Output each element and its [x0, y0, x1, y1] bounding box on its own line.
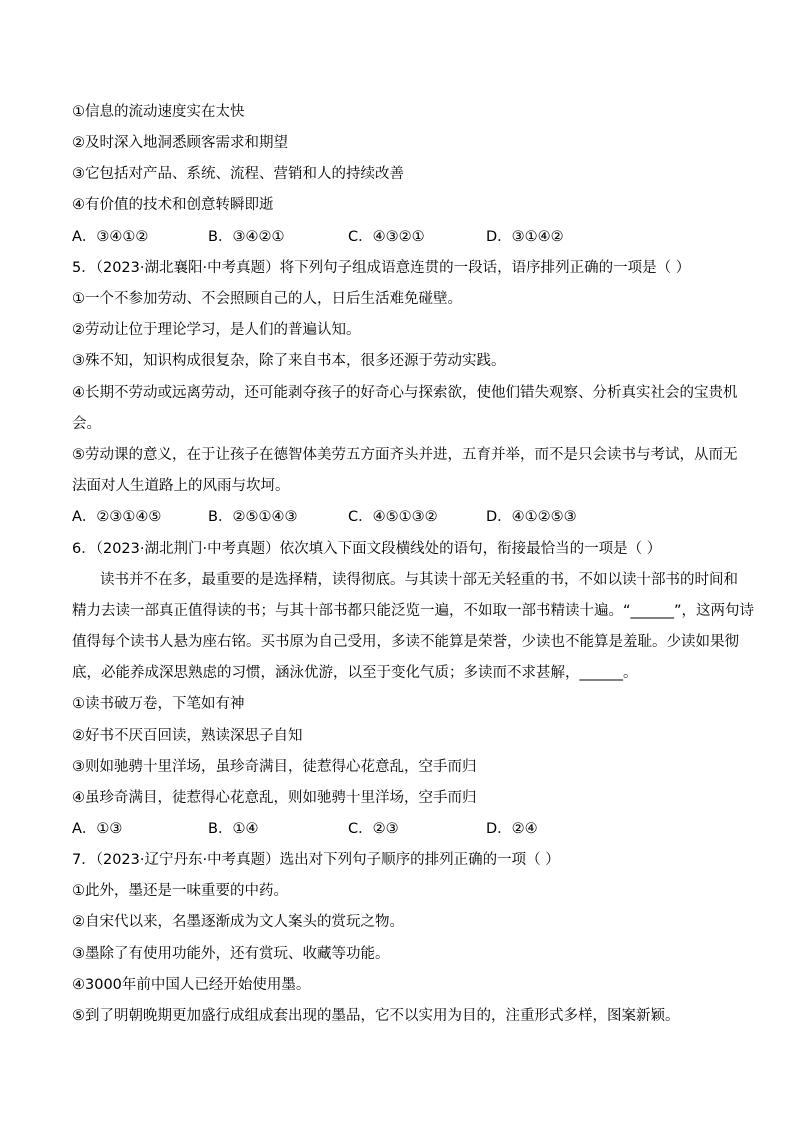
q7-item-4: ④3000年前中国人已经开始使用墨。 — [72, 977, 311, 993]
q6-passage-1: 读书并不在多，最重要的是选择精，读得彻底。与其读十部无关轻重的书，不如以读十部书的时间和 — [100, 572, 738, 588]
q4-option-c: C．④③②① — [348, 229, 425, 245]
q4-option-a: A．③④①② — [72, 229, 149, 245]
q5-option-b: B．②⑤①④③ — [208, 509, 298, 525]
q4-item-3: ③它包括对产品、系统、流程、营销和人的持续改善 — [72, 166, 404, 182]
q4-option-d: D．③①④② — [486, 229, 564, 245]
q4-item-2: ②及时深入地洞悉顾客需求和期望 — [72, 135, 288, 151]
q5-option-a: A．②③①④⑤ — [72, 509, 162, 525]
q5-line-2: ②劳动让位于理论学习，是人们的普遍认知。 — [72, 322, 361, 338]
q6-option-d: D．②④ — [486, 821, 538, 837]
q6-item-3: ③则如驰骋十里洋场，虽珍奇满目，徒惹得心花意乱，空手而归 — [72, 759, 477, 775]
q5-line-1: ①一个不参加劳动、不会照顾自己的人，日后生活难免碰壁。 — [72, 291, 462, 307]
q5-option-d: D．④①②⑤③ — [486, 509, 577, 525]
q5-line-7: 法面对人生道路上的风雨与坎坷。 — [72, 478, 290, 494]
q6-item-4: ④虽珍奇满目，徒惹得心花意乱，则如驰骋十里洋场，空手而归 — [72, 790, 477, 806]
q4-option-b: B．③④②① — [208, 229, 285, 245]
q6-item-2: ②好书不厌百回读，熟读深思子自知 — [72, 728, 303, 744]
q7-item-5: ⑤到了明朝晚期更加盛行成组成套出现的墨品，它不以实用为目的，注重形式多样，图案新颖。 — [72, 1008, 680, 1024]
q6-passage-4: 底，必能养成深思熟虑的习惯，涵泳优游，以至于变化气质；多读而不求甚解，______。 — [72, 665, 638, 681]
q7-item-2: ②自宋代以来，名墨逐渐成为文人案头的赏玩之物。 — [72, 914, 404, 930]
q7-item-3: ③墨除了有使用功能外，还有赏玩、收藏等功能。 — [72, 946, 390, 962]
q5-line-3: ③殊不知，知识构成很复杂，除了来自书本，很多还源于劳动实践。 — [72, 353, 506, 369]
q5-line-6: ⑤劳动课的意义，在于让孩子在德智体美劳五方面齐头并进，五育并举，而不是只会读书与考试，从而无 — [72, 447, 738, 463]
q7-stem: 7．（2023·辽宁丹东·中考真题）选出对下列句子顺序的排列正确的一项（ ） — [72, 852, 560, 868]
q6-option-c: C．②③ — [348, 821, 399, 837]
q4-item-4: ④有价值的技术和创意转瞬即逝 — [72, 197, 274, 213]
q4-item-1: ①信息的流动速度实在太快 — [72, 104, 245, 120]
q5-line-4: ④长期不劳动或远离劳动，还可能剥夺孩子的好奇心与探索欲，使他们错失观察、分析真实社会的宝贵机 — [72, 385, 738, 401]
q6-option-b: B．①④ — [208, 821, 259, 837]
q6-passage-2: 精力去读一部真正值得读的书；与其十部书都只能泛览一遍，不如取一部书精读十遍。“______”，这两句诗 — [72, 603, 755, 619]
q6-option-a: A．①③ — [72, 821, 123, 837]
q6-passage-3: 值得每个读书人悬为座右铭。买书原为自己受用，多读不能算是荣誉，少读也不能算是羞耻。少读如果彻 — [72, 634, 739, 650]
q6-stem: 6．（2023·湖北荆门·中考真题）依次填入下面文段横线处的语句，衔接最恰当的一项是（ ） — [72, 541, 662, 557]
q5-line-5: 会。 — [72, 416, 101, 432]
q7-item-1: ①此外，墨还是一味重要的中药。 — [72, 883, 288, 899]
q6-item-1: ①读书破万卷，下笔如有神 — [72, 696, 245, 712]
q5-stem: 5．（2023·湖北襄阳·中考真题）将下列句子组成语意连贯的一段话，语序排列正确的一项是（ ） — [72, 260, 691, 276]
q5-option-c: C．④⑤①③② — [348, 509, 438, 525]
